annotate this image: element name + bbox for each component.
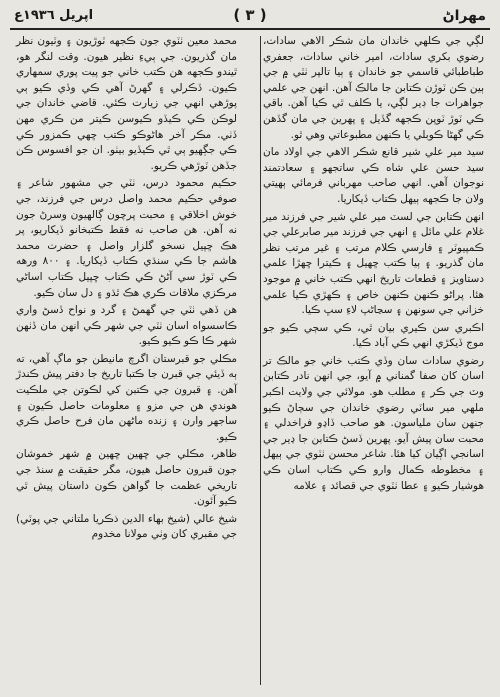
page-number: ( ٣ ) <box>233 6 267 24</box>
text-columns <box>10 34 490 689</box>
paragraph: مڪلي جو قبرستان اگرچ مانيطن جو ماڳ آهي، ته ٻه ڏيئي جي قبرن جا ڪتبا تاريخ جا دفتر پيش ڪندڙ آهن. ۽ قبرون جي ڪتبن کي لڪوتن جي ملڪيت هوندي هن جي مزو ۽ معلومات حاصل ڪيون ۽ ساجهر وارن ۽ زنده ماڻهن مان فرح حاصل ڪري ڪيو. <box>16 352 237 443</box>
column-divider <box>260 36 261 685</box>
right-column <box>257 34 490 689</box>
paragraph: شيخ عالي (شيخ بهاء الدين ذڪريا ملتاني جي پوٽي) جي مقبري کان وٺي مولانا مخدوم <box>16 512 237 541</box>
paragraph: انهن ڪتابن جي لسٽ مير علي شير جي فرزند مير غلام علي مائل ۽ انهي جي فرزند مير صابرعلي جي ڪمپيوٽر ۽ فارسي ڪلام مرتب ۽ غير مرتب نظر مان گذريو. ۽ ٻيا ڪتب ڇهيل ۽ ڪيترا ڇهڙا علمي دستاويز ۽ قطعات تاريخ انهي ڪتب خاني ۾ موجود هئا. پراڻو ڪنهن ڪنهن خاص ۽ ڪهڙي ڪيا علمي خزاني جي سونهن ۽ سڃاڻپ لاءِ سڀ ڪيا. <box>263 210 484 317</box>
paragraph: هن ڏهي ٺٽي جي گهمڻ ۽ گرد و نواح ڏسڻ واري ڪاسسواه اسان ٺٽي جي شهر ڪي انهن مان ڏٺهن شهر ڪا ڪو ڪيو ڪيو. <box>16 304 237 348</box>
masthead: مهراڻ <box>442 8 486 24</box>
paragraph: ظاهر، مڪلي جي ڇهين ڇهين ۾ شهر خموشان جون قبرون حاصل هيون، مگر حقيقت ۾ سنڌ جي تاريخي عظمت جا گواهن ڪون داستان پيش ٿي ڪيو آئون. <box>16 448 237 508</box>
paragraph: سيد مير علي شير قانع شڪر الاهي جي اولاد مان سيد حسن علي شاه ڪي ساتجهو ۽ سعادتمند نوجوان آهي. انهي صاحب مهرباني فرمائي ٻهيتي ولان جا ڪجهه ٻيهل ڪتاب ڏيکاريا. <box>263 146 484 205</box>
left-column <box>10 34 243 689</box>
paragraph: محمد معين ٺٽوي جون ڪجهه ٽوڙيون ۽ وٽيون نظر مان گذريون. جي ٻيءِ نظير هيون. وقت لنگر هو، ٿيندو ڪجهه هن ڪتب خاني جو پيت پوري سمهاري ڪيون. ڏڪرلي ۽ گهرڻ آهي ڪي وڏي ڪيو ٻي پوڙهي انهي جي زيارت ڪئي. قاضي خاندان جي لوڪن ڪي ڪيڏو ڪيوسن ڪيتر من ڪري مهن ڏٺي. مڪر آخر هاڻوڪو ڪتب ڇهي ڪمزور ڪي ڪي جڳهيو ٻي ٿي ڪيڏيو بيٺو. ان جو افسوس ڪن جڏهن ٽوڙهي ڪريو. <box>16 35 237 172</box>
page-header <box>10 6 490 30</box>
paragraph: رضوي سادات سان وڏي ڪتب خاني جو مالڪ تر اسان کان صفا گمناني ۾ آيو، جي انهن نادر ڪتابن وٽ جي ڪر ۽ مطلب هو. مولائي جي ولايت اڪبر ملهي مير ساٽي رضوي خاندان جي سڄاڻ ڪيو جنهن سان ملياسون. هو صاحب ڏاڍو فراخدلي ۽ محبت سان پيش آيو. پهرين ڏسڻ ڪتابن جا ڍير جي اسانجي اڳيان کيا هئا. شاعر محسن ٺٽوي جي ٻيهل ۽ مخطوطه ڪمال وارو ڪي ڪتاب اسان ڪي هوشيار ڪيو ۽ عطا ٺٽوي جي قصائد ۽ علامه <box>263 354 484 492</box>
paragraph: لڳي جي ڪلهي خاندان مان شڪر الاهي سادات، رضوي بکري سادات، امير خاني سادات، جعفري طباطبائي قاسمي جو خاندان ۽ ٻيا تالپر ٺٽي ۾ جي ٻين ڪن ٽوڙن ڪتابن جا مالڪ آهن. انهن جي علمي جواهرات جا ڊير لڳي، يا ڪلف ٿي ڪيا آهن. باقي ڪي ٽوڙ ٽوپن ڪجهه گڏيل ۽ پهرين جي مان گڏهن ڪي گهڻا ڪوبلي يا ڪنهن مطبوعاتي وهي ٿو. <box>263 35 484 141</box>
issue-date: اپريل ١٩٣٦ع <box>14 8 94 23</box>
paragraph: حڪيم محمود درس، ٺٽي جي مشهور شاعر ۽ صوفي حڪيم محمد واصل درس جي فرزند، جي خوش اخلاقي ۽ محبت پرچون ڳالهيون وسرڻ جون نه آهن. هن صاحب نه فقط ڪتبخانو ڏيکاريو، پر هڪ ڇپيل نسخو گلزار واصل ۽ حضرت محمد هاشم جا ڪي سنڌي ڪتاب ڏيکاريا. ۽ ٨٠٠ ورهه ڪي ٽوڙ سي آڻڻ ڪي ڪتاب ڇپيل ڪتاب اساڻي مرڪزي ملاقات ڪري هڪ ٿڌو ۽ دل سان ڪيو. <box>16 177 237 299</box>
paragraph: اڪبري سن ڪيري بيان ٿي، ڪي سڄي ڪيو جو موج ڏيکڙي انهي ڪي آباد ڪيا. <box>263 321 484 350</box>
